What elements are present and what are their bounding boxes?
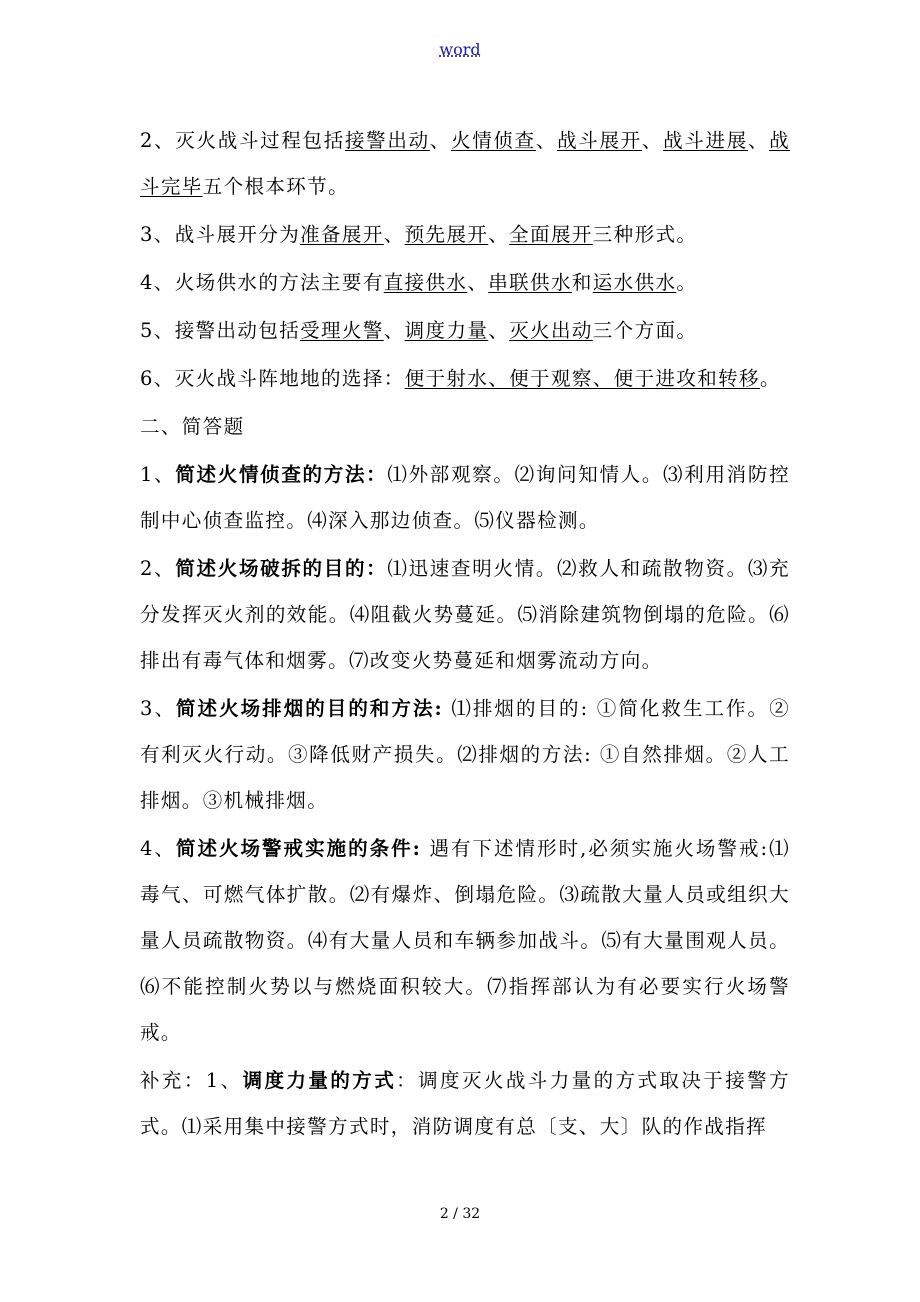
answer-term: 调度力量 [404, 319, 489, 342]
item-number: 6、 [140, 367, 175, 390]
item-text: 灭火战斗阵地地的选择： [174, 367, 405, 390]
item-number: 1、 [140, 463, 176, 486]
item-text: 三种形式。 [592, 223, 698, 246]
page-header [0, 40, 920, 59]
question-text: 简述火场排烟的目的和方法: [176, 697, 444, 720]
question-text: 简述火情侦查的方法： [175, 463, 388, 486]
item-number: 5、 [140, 319, 175, 342]
item-text: 战斗展开分为 [174, 223, 301, 246]
answer-term: 串联供水 [488, 271, 572, 294]
item-text: 火场供水的方法主要有 [174, 271, 384, 294]
answer-term: 全面展开 [509, 223, 593, 246]
page-number: 2 / 32 [439, 1206, 481, 1222]
item-number: 3、 [140, 223, 175, 246]
answer-text: ⑴迅速查明火情。⑵救人和疏散物资。⑶充分发挥灭火剂的效能。⑷阻截火势蔓延。⑸消除建筑物倒塌的危险。⑹排出有毒气体和烟雾。⑺改变火势蔓延和烟雾流动方向。 [140, 557, 790, 672]
document-body [140, 118, 790, 1152]
answer-term: 受理火警 [300, 319, 384, 342]
fill-item-6 [140, 356, 790, 402]
item-number: 2、 [140, 557, 176, 580]
question-text: 简述火场警戒实施的条件: [175, 837, 422, 860]
answer-term: 预先展开 [404, 223, 489, 246]
separator: 、 [429, 129, 452, 152]
fill-item-3 [140, 212, 790, 258]
item-text: 三个方面。 [592, 319, 698, 342]
separator: 、 [383, 319, 405, 342]
answer-term: 直接供水 [383, 271, 468, 294]
item-number: 4、 [140, 271, 175, 294]
separator: 和 [571, 271, 593, 294]
answer-term: 准备展开 [300, 223, 384, 246]
separator: 、 [383, 223, 405, 246]
answer-text: ⑴排烟的目的: ①简化救生工作。②有利灭火行动。③降低财产损失。⑵排烟的方法: ①自然排烟。②人工排烟。③机械排烟。 [140, 697, 791, 812]
answer-term: 灭火出动 [509, 319, 593, 342]
fill-item-5 [140, 308, 790, 354]
question-text: 简述火场破拆的目的： [175, 557, 388, 580]
item-text: 五个根本环节。 [202, 175, 350, 198]
qa-item-1 [140, 452, 790, 544]
answer-term: 战斗完毕 [140, 129, 791, 198]
answer-term: 战斗展开 [557, 129, 642, 152]
question-text: 调度力量的方式 [242, 1069, 397, 1092]
item-number: 2、 [140, 129, 176, 152]
answer-text: ：调度灭火战斗力量的方式取决于接警方式。⑴采用集中接警方式时，消防调度有总〔支、大〕队的作战指挥 [140, 1069, 790, 1138]
answer-term: 接警出动 [344, 129, 430, 152]
answer-term: 运水供水 [592, 271, 677, 294]
section-title: 二、简答题 [140, 415, 245, 438]
separator: 、 [641, 129, 664, 152]
supplement-item [140, 1058, 790, 1150]
item-text: 。 [759, 367, 781, 390]
item-text: 。 [676, 271, 698, 294]
separator: 、 [488, 319, 510, 342]
qa-item-3 [140, 686, 790, 824]
qa-item-4 [140, 826, 790, 1056]
separator: 、 [747, 129, 770, 152]
answer-term: 便于射水、便于观察、便于进攻和转移 [404, 367, 760, 390]
qa-item-2 [140, 546, 790, 684]
item-number: 4、 [140, 837, 176, 860]
header-link[interactable]: word [439, 40, 481, 59]
separator: 、 [535, 129, 558, 152]
separator: 、 [467, 271, 489, 294]
fill-item-4 [140, 260, 790, 306]
item-text: 灭火战斗过程包括 [175, 129, 345, 152]
answer-text: 遇有下述情形时,必须实施火场警戒:⑴毒气、可燃气体扩散。⑵有爆炸、倒塌危险。⑶疏散大量人员或组织大量人员疏散物资。⑷有大量人员和车辆参加战斗。⑸有大量围观人员。⑹不能控制火势以与燃烧面积较大。⑺指挥部认为有必要实行火场警戒。 [140, 837, 790, 1044]
item-number: 3、 [140, 697, 176, 720]
answer-term: 火情侦查 [451, 129, 536, 152]
separator: 、 [488, 223, 510, 246]
answer-text: ⑴外部观察。⑵询问知情人。⑶利用消防控制中心侦查监控。⑷深入那边侦查。⑸仪器检测。 [140, 463, 790, 532]
supplement-prefix: 补充：1、 [140, 1069, 243, 1092]
item-text: 接警出动包括 [174, 319, 301, 342]
fill-item-2 [140, 118, 790, 210]
answer-term: 战斗进展 [663, 129, 748, 152]
